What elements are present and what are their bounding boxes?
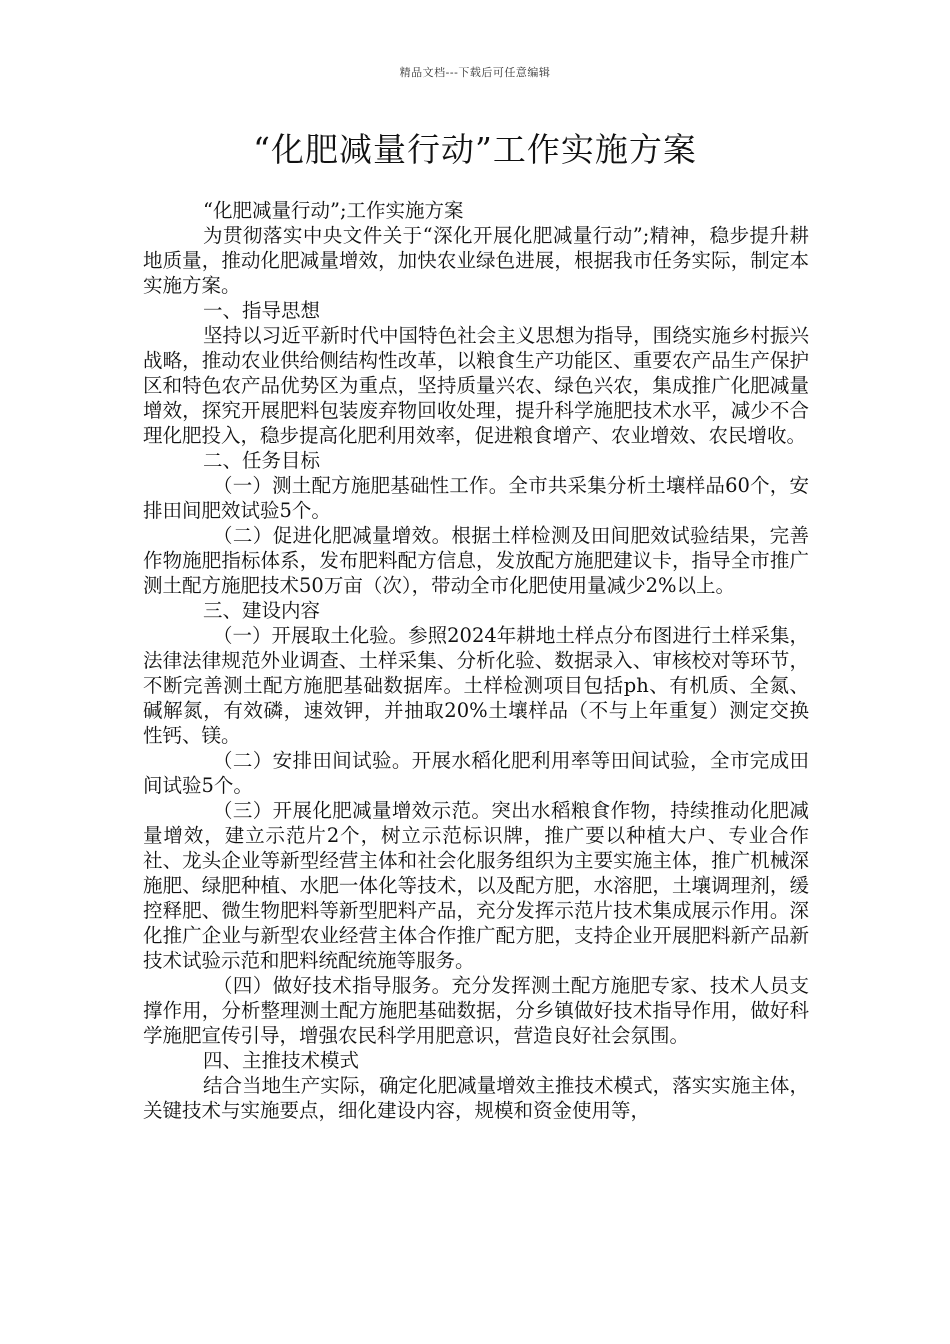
construction-item-4: （四）做好技术指导服务。充分发挥测土配方施肥专家、技术人员支撑作用，分析整理测土配方施肥基础数据，分乡镇做好技术指导作用，做好科学施肥宣传引导，增强农民科学用肥意识，营造良好社会氛围。 [143,974,809,1047]
section-heading-main-technology: 四、主推技术模式 [203,1049,360,1072]
section-heading-guiding-ideology: 一、指导思想 [203,299,321,322]
subtitle-line: “化肥减量行动”;工作实施方案 [203,199,464,222]
main-technology-paragraph: 结合当地生产实际，确定化肥减量增效主推技术模式，落实实施主体，关键技术与实施要点，细化建设内容，规模和资金使用等， [143,1074,809,1122]
document-body [143,198,809,1123]
section-heading-task-goals: 二、任务目标 [203,449,321,472]
guiding-ideology-paragraph: 坚持以习近平新时代中国特色社会主义思想为指导，围绕实施乡村振兴战略，推动农业供给侧结构性改革，以粮食生产功能区、重要农产品生产保护区和特色农产品优势区为重点，坚持质量兴农、绿色兴农，集成推广化肥减量增效，探究开展肥料包装废弃物回收处理，提升科学施肥技术水平，减少不合理化肥投入，稳步提高化肥利用效率，促进粮食增产、农业增效、农民增收。 [143,324,809,447]
header-note: 精品文档---下载后可任意编辑 [399,66,551,79]
document-title: “化肥减量行动”工作实施方案 [253,130,697,169]
task-goal-item-1: （一）测土配方施肥基础性工作。全市共采集分析土壤样品60个，安排田间肥效试验5个。 [143,474,809,522]
construction-item-1: （一）开展取土化验。参照2024年耕地土样点分布图进行土样采集，法律法律规范外业调查、土样采集、分析化验、数据录入、审核校对等环节，不断完善测土配方施肥基础数据库。土样检测项目包括ph、有机质、全氮、碱解氮，有效磷，速效钾，并抽取20%土壤样品（不与上年重复）测定交换性钙、镁。 [143,624,809,747]
construction-item-2: （二）安排田间试验。开展水稻化肥利用率等田间试验，全市完成田间试验5个。 [143,749,809,797]
intro-paragraph: 为贯彻落实中央文件关于“深化开展化肥减量行动”;精神，稳步提升耕地质量，推动化肥减量增效，加快农业绿色进展，根据我市任务实际，制定本实施方案。 [143,224,809,297]
section-heading-construction-content: 三、建设内容 [203,599,321,622]
construction-item-3: （三）开展化肥减量增效示范。突出水稻粮食作物，持续推动化肥减量增效，建立示范片2个，树立示范标识牌，推广要以种植大户、专业合作社、龙头企业等新型经营主体和社会化服务组织为主要实施主体，推广机械深施肥、绿肥种植、水肥一体化等技术，以及配方肥，水溶肥，土壤调理剂，缓控释肥、微生物肥料等新型肥料产品，充分发挥示范片技术集成展示作用。深化推广企业与新型农业经营主体合作推广配方肥，支持企业开展肥料新产品新技术试验示范和肥料统配统施等服务。 [143,799,809,972]
task-goal-item-2: （二）促进化肥减量增效。根据土样检测及田间肥效试验结果，完善作物施肥指标体系，发布肥料配方信息，发放配方施肥建议卡，指导全市推广测土配方施肥技术50万亩（次），带动全市化肥使用量减少2%以上。 [143,524,809,597]
